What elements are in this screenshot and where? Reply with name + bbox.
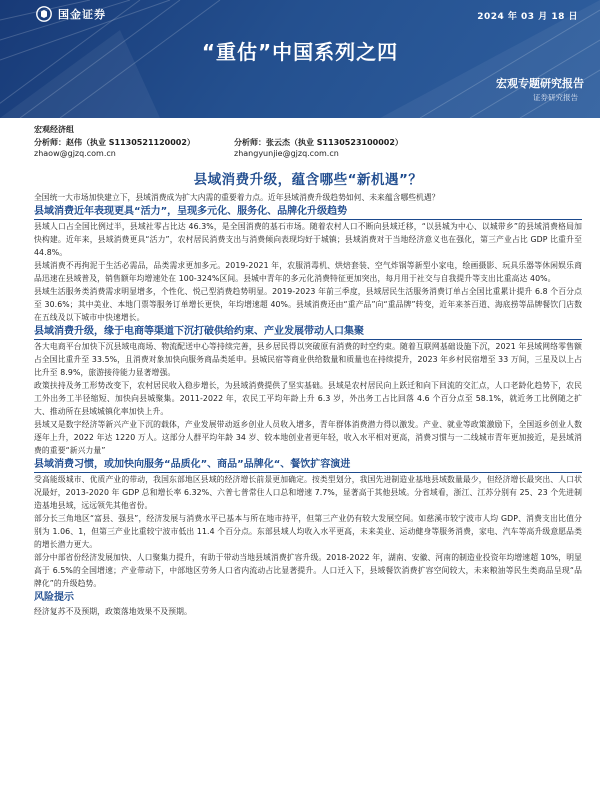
risk-paragraph: 经济复苏不及预期，政策落地效果不及预期。: [34, 607, 192, 616]
section-paragraph: 部分中部省份经济发展加快、人口聚集力提升，有助于带动当地县域消费扩容升级。2018-2022 年，湖南、安徽、河南的制造业投资年均增速超 10%，明显高于 6.5%的全国增速；产业带动下，中部地区劳务人口省内流动占比显著提升。人口迁入下，县域餐饮消费扩容空间较大，未来粮油等民生类商品呈现“品牌化”的升级趋势。: [34, 553, 582, 588]
risk-heading: 风险提示: [34, 592, 74, 603]
section-heading: 县域消费习惯，或加快向服务“品质化”、商品”品牌化“、餐饮扩容演进: [34, 458, 582, 473]
company-logo: [36, 6, 106, 22]
section-paragraph: 政策扶持及务工形势改变下，农村居民收入稳步增长，为县域消费提供了坚实基础。县域是农村居民向上跃迁和向下回流的交汇点，人口老龄化趋势下，农民工外出务工半径缩短、加快向县城聚集。2011-2022 年，农民工平均年龄上升 6.3 岁，外出务工占比回落 4.6 个百分点至 58.1%，就近务工比例随之扩大、推动所在县域城镇化率加快上升。: [34, 381, 582, 416]
analyst-name: 分析师：张云杰（执业 S1130523100002）: [234, 138, 403, 147]
report-title: 县域消费升级，蕴含哪些“新机遇”？: [193, 172, 423, 188]
section-heading: 县域消费近年表现更具“活力”，呈现多元化、服务化、品牌化升级趋势: [34, 205, 582, 220]
section-heading: 县域消费升级，缘于电商等渠道下沉打破供给约束、产业发展带动人口集聚: [34, 325, 582, 340]
analyst-email[interactable]: zhaow@gjzq.com.cn: [34, 149, 116, 158]
series-title: “重估”中国系列之四: [201, 40, 399, 64]
analyst-list: [34, 137, 582, 159]
section-paragraph: 县域消费不再拘泥于生活必需品，品类需求更加多元。2019-2021 年，农服消毒机、烘焙套装、空气炸锅等新型小家电，绘画摄影、玩具乐器等休闲娱乐商品迅速在县域普及，销售额年均增速处在 100-324%区间。县城中青年的多元化消费特征更加突出，每月用于社交与自我提升等支出比重高达 40%。: [34, 261, 582, 283]
logo-text: 国金证券: [58, 8, 106, 21]
department-label: 证券研究报告: [533, 93, 578, 102]
research-group: 宏观经济组: [34, 125, 74, 134]
section-paragraph: 部分长三角地区“富县、强县”，经济发展与消费水平已基本与所在地市持平，但第三产业仍有较大发展空间。如慈溪市较宁波市人均 GDP、消费支出比值分别为 1.06、1，但第三产业比重较宁波市低出 11.4 个百分点。东部县域人均收入水平更高，未来美业、运动健身等服务消费，家电、汽车等高升级意愿品类的增长潜力更大。: [34, 514, 582, 549]
section-paragraph: 各大电商平台加快下沉县域电商场、物流配送中心等持续完善，县乡居民得以突破原有消费的时空约束。随着互联网基础设施下沉，2021 年县域网络零售额占全国比重升至 33.5%，且消费对象加快向服务商品类延申。县城民宿等商业供给数量和质量也在持续提升，2023 年乡村民宿增至 33 万间，三星及以上占比升至 8.9%，旅游接待能力显著增强。: [34, 342, 582, 377]
analyst-entry: [234, 137, 434, 159]
logo-mark-icon: [36, 6, 52, 22]
report-banner: [0, 0, 600, 118]
analyst-email[interactable]: zhangyunjie@gjzq.com.cn: [234, 149, 339, 158]
analyst-entry: [34, 137, 234, 159]
section-paragraph: 受高能级城市、优质产业的带动，我国东部地区县域的经济增长前景更加确定。按类型划分，我国先进制造业基地县域数量最少，但经济增长最突出、人口状况最好，2013-2020 年 GDP 总和增长率 6.32%、六普七普常住人口总和增速 7.7%，显著高于其他县域。分省域看，浙江、江苏分别有 25、23 个先进制造基地县域，远远领先其他省份。: [34, 475, 582, 510]
analyst-name: 分析师：赵伟（执业 S1130521120002）: [34, 138, 195, 147]
section-paragraph: 县域又是数字经济等新兴产业下沉的载体，产业发展带动返乡创业人员收入增多，青年群体消费潜力得以激发。产业、就业等政策激励下，全国返乡创业人数逐年上升，2022 年达 1220 万人。这部分人群平均年龄 34 岁、较本地创业者更年轻，收入水平相对更高，消费习惯与一二线城市青年更加接近，是县域消费的重要“新兴力量”: [34, 420, 582, 455]
section-paragraph: 县域人口占全国比例过半，县域社零占比达 46.3%，是全国消费的基石市场。随着农村人口不断向县域迁移，“以县城为中心、以城带乡”的县域消费格局加快构建。近年来，县域消费更具“活力”，农村居民消费支出与消费倾向表现均好于城镇；县域消费对于当地经济意义也在强化，第三产业占比 GDP 比重升至 44.8%。: [34, 222, 582, 257]
report-type: 宏观专题研究报告: [496, 77, 584, 90]
intro-paragraph: 全国统一大市场加快建立下，县域消费成为扩大内需的重要着力点。近年县域消费升级趋势如何、未来蕴含哪些机遇？: [34, 193, 440, 202]
section-paragraph: 县域生活服务类消费需求明显增多，个性化、悦己型消费趋势明显。2019-2023 年前三季度，县域居民生活服务消费订单占全国比重累计提升 6.8 个百分点至 30.6%；其中美业、本地门票等服务订单增长更快，年均增速超 40%。县域消费还由“重产品”向“重品牌”转变，近年来茶百道、海底捞等品牌餐饮门店数在五线及以下城市中快速增长。: [34, 287, 582, 322]
report-date: 2024 年 03 月 18 日: [477, 12, 578, 22]
report-content: [0, 124, 600, 618]
